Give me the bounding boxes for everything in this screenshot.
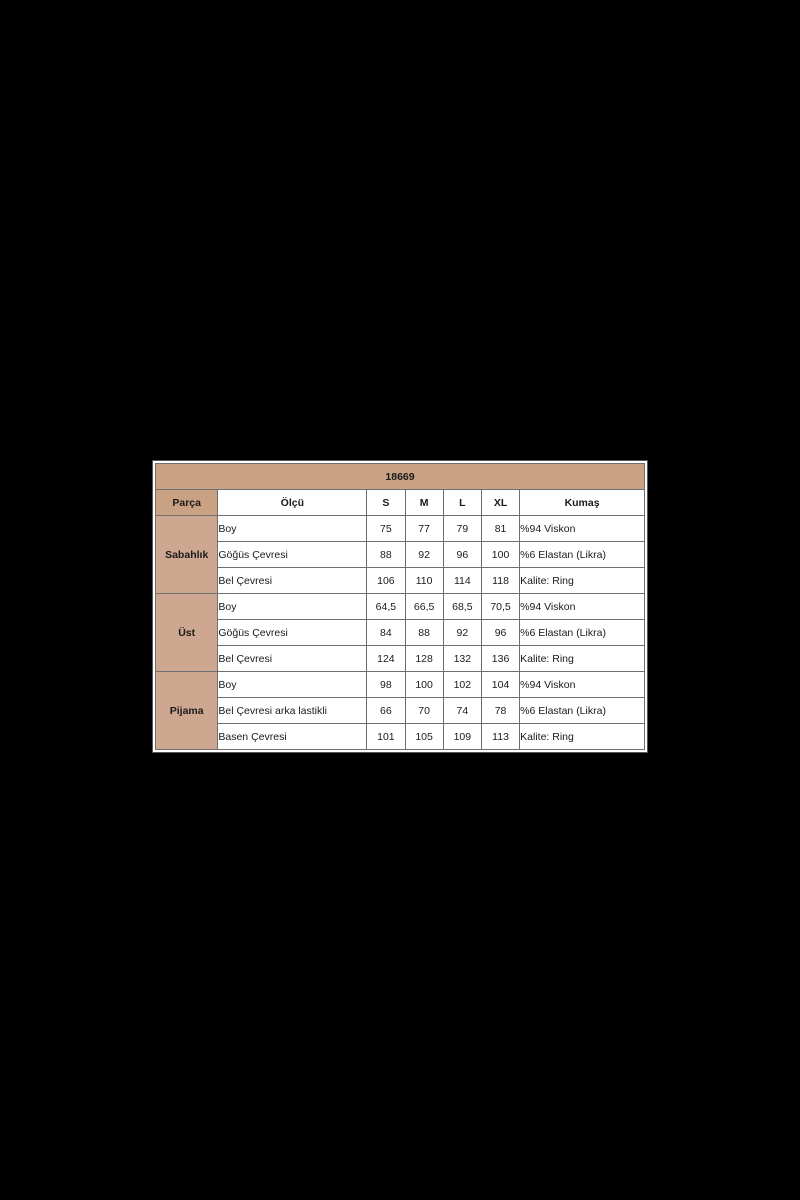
- value-s: 106: [367, 568, 405, 594]
- value-l: 74: [443, 698, 481, 724]
- value-xl: 104: [481, 672, 519, 698]
- value-m: 92: [405, 542, 443, 568]
- table-row: [156, 724, 645, 750]
- value-l: 114: [443, 568, 481, 594]
- value-l: 79: [443, 516, 481, 542]
- value-s: 124: [367, 646, 405, 672]
- table-row: [156, 568, 645, 594]
- value-l: 96: [443, 542, 481, 568]
- value-l: 132: [443, 646, 481, 672]
- group-label-pijama: Pijama: [156, 672, 218, 750]
- value-s: 88: [367, 542, 405, 568]
- value-l: 102: [443, 672, 481, 698]
- measure-label: Basen Çevresi: [218, 724, 367, 750]
- header-size-l: L: [443, 490, 481, 516]
- group-label-ust: Üst: [156, 594, 218, 672]
- value-m: 128: [405, 646, 443, 672]
- value-m: 110: [405, 568, 443, 594]
- value-m: 105: [405, 724, 443, 750]
- header-measure: Ölçü: [218, 490, 367, 516]
- table-row: [156, 542, 645, 568]
- table-row: [156, 620, 645, 646]
- table-title: 18669: [156, 464, 645, 490]
- table-row: [156, 646, 645, 672]
- table-row: [156, 516, 645, 542]
- header-fabric: Kumaş: [520, 490, 645, 516]
- measure-label: Boy: [218, 672, 367, 698]
- table-row: [156, 672, 645, 698]
- table-header-row: [156, 490, 645, 516]
- value-m: 100: [405, 672, 443, 698]
- measure-label: Bel Çevresi: [218, 568, 367, 594]
- measure-label: Bel Çevresi arka lastikli: [218, 698, 367, 724]
- size-chart-container: [152, 460, 648, 753]
- value-s: 75: [367, 516, 405, 542]
- fabric-line: %6 Elastan (Likra): [520, 698, 645, 724]
- value-xl: 96: [481, 620, 519, 646]
- table-title-row: [156, 464, 645, 490]
- fabric-line: Kalite: Ring: [520, 568, 645, 594]
- value-xl: 70,5: [481, 594, 519, 620]
- value-m: 88: [405, 620, 443, 646]
- value-l: 109: [443, 724, 481, 750]
- fabric-line: Kalite: Ring: [520, 646, 645, 672]
- value-s: 84: [367, 620, 405, 646]
- header-size-s: S: [367, 490, 405, 516]
- value-xl: 113: [481, 724, 519, 750]
- value-s: 101: [367, 724, 405, 750]
- group-label-sabahlik: Sabahlık: [156, 516, 218, 594]
- measure-label: Boy: [218, 594, 367, 620]
- fabric-line: %94 Viskon: [520, 516, 645, 542]
- measure-label: Boy: [218, 516, 367, 542]
- value-m: 77: [405, 516, 443, 542]
- fabric-line: Kalite: Ring: [520, 724, 645, 750]
- measure-label: Bel Çevresi: [218, 646, 367, 672]
- fabric-line: %6 Elastan (Likra): [520, 620, 645, 646]
- size-chart-table: [155, 463, 645, 750]
- value-xl: 78: [481, 698, 519, 724]
- value-s: 98: [367, 672, 405, 698]
- header-part: Parça: [156, 490, 218, 516]
- measure-label: Göğüs Çevresi: [218, 620, 367, 646]
- value-xl: 81: [481, 516, 519, 542]
- value-xl: 118: [481, 568, 519, 594]
- fabric-line: %94 Viskon: [520, 672, 645, 698]
- header-size-m: M: [405, 490, 443, 516]
- value-xl: 136: [481, 646, 519, 672]
- table-row: [156, 698, 645, 724]
- fabric-line: %94 Viskon: [520, 594, 645, 620]
- value-l: 68,5: [443, 594, 481, 620]
- value-s: 64,5: [367, 594, 405, 620]
- value-xl: 100: [481, 542, 519, 568]
- value-s: 66: [367, 698, 405, 724]
- value-m: 66,5: [405, 594, 443, 620]
- table-row: [156, 594, 645, 620]
- value-m: 70: [405, 698, 443, 724]
- value-l: 92: [443, 620, 481, 646]
- header-size-xl: XL: [481, 490, 519, 516]
- fabric-line: %6 Elastan (Likra): [520, 542, 645, 568]
- measure-label: Göğüs Çevresi: [218, 542, 367, 568]
